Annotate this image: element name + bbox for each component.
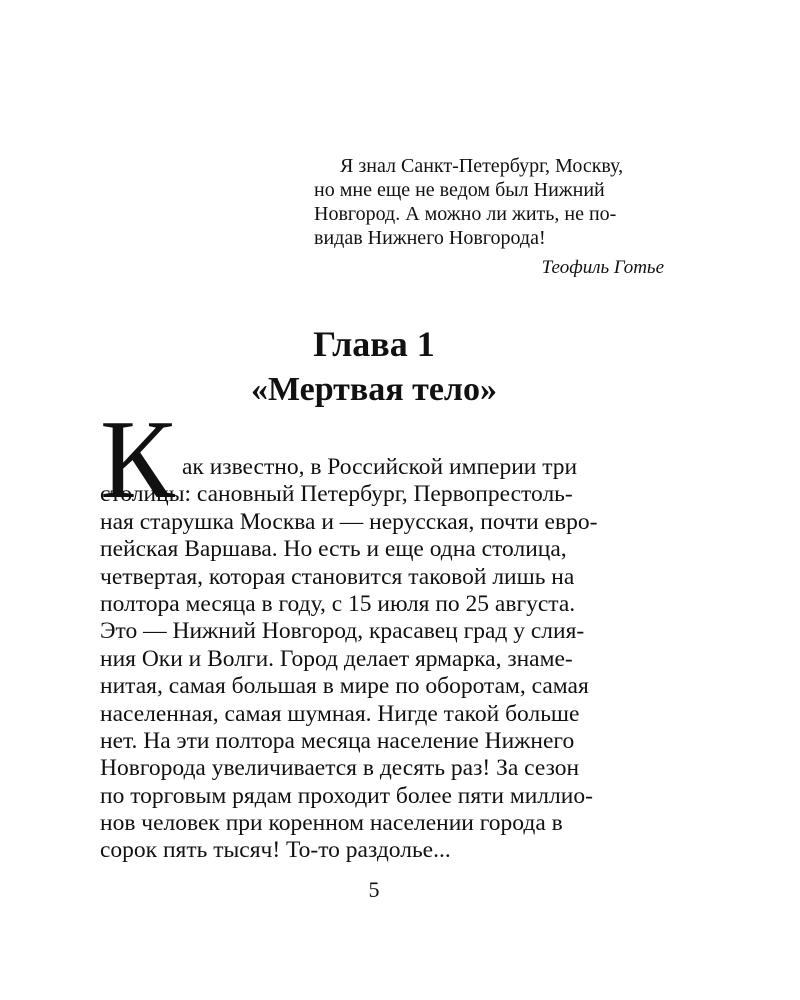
page-number: 5 [368,877,380,902]
body-line [100,454,660,481]
chapter-title: «Мертвая тело» [250,371,498,408]
body-line: нитая, самая большая в мире по оборотам, самая [100,673,589,700]
body-line: пейская Варшава. Но есть и еще одна столица, [100,536,567,563]
drop-cap: К [100,398,175,522]
body-line: нет. На эти полтора месяца население Нижнего [100,727,575,754]
body-line: ния Оки и Волги. Город делает ярмарка, знаме- [100,645,573,672]
body-line: Новгорода увеличивается в десять раз! За сезон [100,755,580,782]
body-line: сорок пять тысяч! То-то раздолье... [100,837,451,864]
body-line: по торговым рядам проходит более пяти миллио- [100,782,593,809]
body-line-text: ак известно, в Российской империи три [182,454,578,480]
body-line: ная старушка Москва и — нерусская, почти евро- [100,508,598,535]
epigraph [314,154,664,280]
chapter-number: Глава 1 [313,324,435,364]
body-line: населенная, самая шумная. Нигде такой больше [100,700,580,727]
body-line: столицы: сановный Петербург, Первопрестоль- [100,481,573,508]
body-line: нов человек при коренном населении города в [100,810,563,837]
epigraph-line: Я знал Санкт-Петербург, Москву, [340,155,624,177]
epigraph-line: видав Нижнего Новгорода! [314,227,546,249]
epigraph-line: но мне еще не ведом был Нижний [314,179,605,201]
body-line: полтора месяца в году, с 15 июля по 25 августа. [100,590,576,617]
body-paragraph [100,454,660,865]
body-line: четвертая, которая становится таковой лишь на [100,563,575,590]
epigraph-line: Новгород. А можно ли жить, не по- [314,203,617,225]
epigraph-author: Теофиль Готье [541,257,664,278]
body-line: Это — Нижний Новгород, красавец град у слия- [100,618,585,645]
